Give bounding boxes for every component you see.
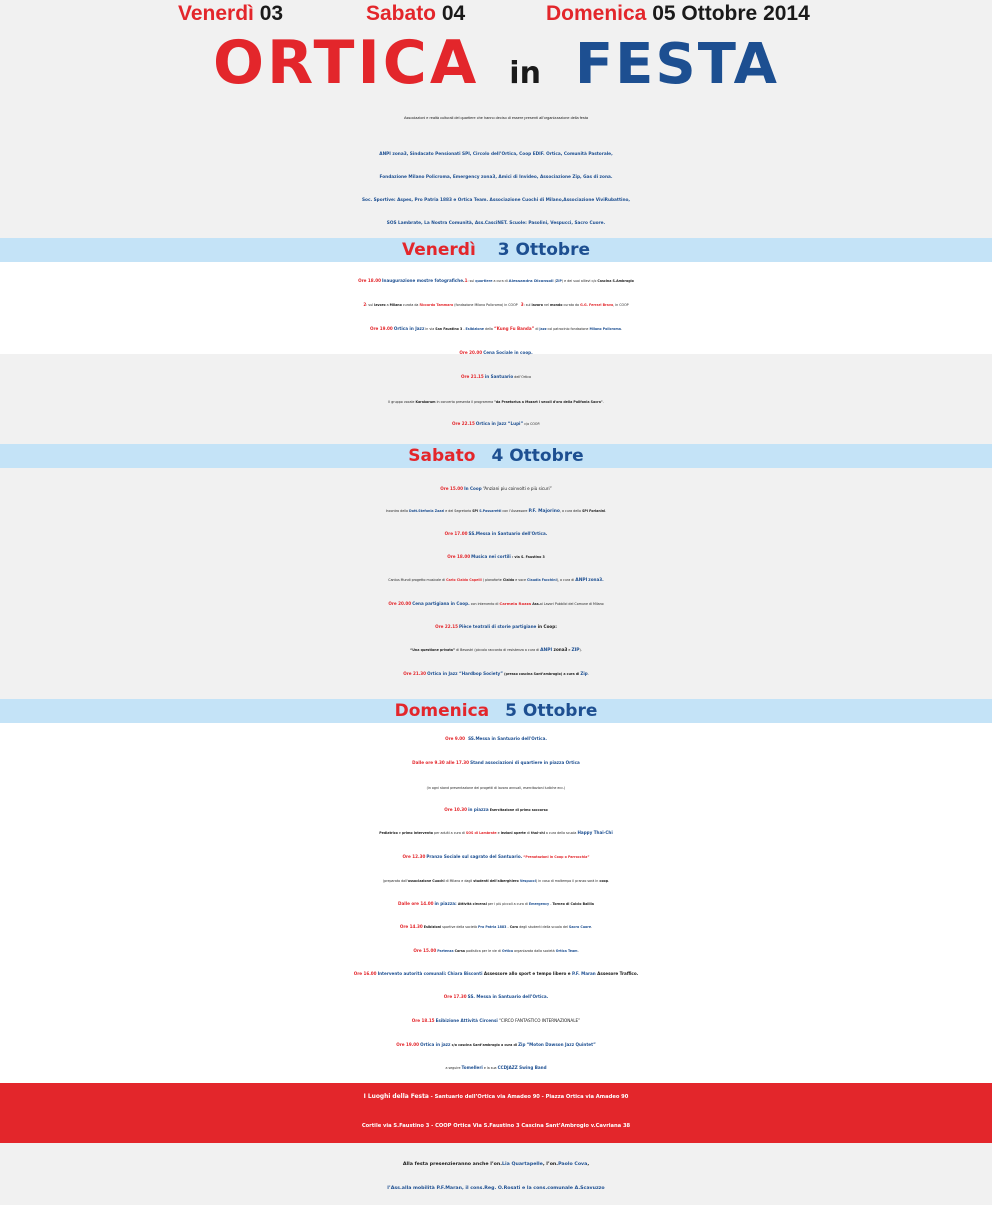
saturday-event-1800: Ore 18.00 Musica nei cortili : via S. Faustino 3 [447,554,545,559]
footer-line-1: Alla festa presenzieranno anche l’on.Lia Quartapelle, l’on.Paolo Cova, [402,1162,590,1167]
saturday-heading: Sabato 4 Ottobre [0,444,992,468]
sunday-heading: Domenica 5 Ottobre [0,699,992,723]
saturday-event-1500: Ore 15.00 In Coop “Anziani piu coinvolti e più sicuri” [440,486,552,491]
locations-line-1: I Luoghi della Festa - Santuario dell’Ortica via Amadeo 90 - Piazza Ortica via Amadeo 90 [363,1094,629,1100]
saturday-music-detail: Cantus Mundi progetto musicale di Carlo Cialdo Capelli ( pianoforte Cialdo e voce Claudia Facchini), a cura di ANPI zona3. [388,577,604,583]
sunday-date: Domenica 05 Ottobre 2014 [546,2,810,25]
sunday-event-1730: Ore 17.30 SS. Messa in Santuario dell’Ortica. [443,994,549,999]
sunday-event-1500: Ore 15.00 Partenza Corsa podistica per le vie di Ortica organizzata dalla società Ortica Team. [413,948,579,953]
sunday-event-0930: Dalle ore 9.30 alle 17.30 Stand associazioni di quartiere in piazza Ortica [412,760,580,765]
sunday-event-1030: Ore 10.30 in piazza Esercitazione di primo soccorso [444,807,548,812]
sunday-firstaid-detail: Pediatrico e primo intervento per adulti a cura di SOS di Lambrate e lezioni aperte di thai-chi a cura della scuola Happy Thai-Chi [379,830,613,835]
title-in: in [509,56,541,91]
saturday-event-2130: Ore 21.30 Ortica in Jazz “Hardbop Society” (presso cascina Sant’ambrogio) a cura di Zip. [403,671,589,676]
title-festa: FESTA [574,32,779,97]
associations-line: SOS Lambrate, La Nostra Comunità, Ass.CasciNET. Scuole: Pasolini, Vespucci, Sacro Cuore. [386,221,606,226]
saturday-event-2215: Ore 22.15 Pièce teatrali di storie partigiane in Coop: [435,624,557,629]
title-ortica: ORTICA [213,28,480,98]
footer-guests [0,1153,992,1201]
friday-event-1800: Ore 18.00 Inaugurazione mostre fotografiche.1: sul quartiere a cura di Alessandra Diconsoli (ZIP) e dei suoi allievi c/o Cascina S.Ambrogio [358,278,634,283]
saturday-theatre-detail: “Una questione privata” di Besostri (piccolo racconto di resistenza a cura di ANPI zona3 e ZIP). [410,647,582,653]
friday-concert-detail: Il gruppo vocale Karakorum in concerto presenta il programma "da Praetorius a Mozart i secoli d'oro della Polifonia Sacra". [388,400,604,404]
sunday-stand-detail: (in ogni stand presentazione dei progetti di lavoro annuali, esercitazioni ludiche ecc.) [426,786,566,790]
locations-line-2: Cortile via S.Faustino 3 - COOP Ortica Via S.Faustino 3 Cascina Sant’Ambrogio v.Cavriana 38 [361,1123,631,1129]
festival-locations [0,1083,992,1143]
friday-event-1900: Ore 19.00 Ortica in Jazz in via San Faustino 3 - Esibizione della “Kung Fu Banda” di jazz col patrocinio fondazione Milano Policroma. [369,326,623,331]
saturday-event-1700: Ore 17.00 SS.Messa in Santuario dell'Ortica. [444,531,548,536]
sunday-event-1400: Dalle ore 14.00 in piazza: Attività circensi per i più piccoli a cura di Emergency - Torneo di Calcio Balilla [398,901,594,906]
associations-line: ANPI zona3, Sindacato Pensionati SPI, Circolo dell’Ortica, Coop EDIF. Ortica, Comunità Pastorale, [379,152,613,157]
sunday-swing-detail: a seguire Tomelleri e la sua CCDJAZZ Swing Band [445,1065,547,1070]
associations-intro: Associazioni e realtà culturali del quartiere che hanno deciso di essere presenti all’organizzazione della festa [403,116,589,120]
friday-date: Venerdì 03 [178,2,284,25]
friday-event-2000: Ore 20.00 Cena Sociale in coop. [459,350,533,355]
friday-event-2115: Ore 21.15 in Santuario dell’Ortica [460,374,532,379]
footer-line-2: l’Ass.alla mobilità P.F.Maran, il cons.Reg. O.Rosati e la cons.comunale A.Scavuzzo [387,1186,605,1191]
header-dates [0,2,992,28]
saturday-event-2000: Ore 20.00 Cena partigiana in Coop. con intervento di Carmela Rozza Ass.ai Lavori Pubblici del Comune di Milano [388,601,604,606]
associations-line: Fondazione Milano Policroma, Emergency zona3, Amici di Invideo, Associazione Zip, Gas di zona. [379,175,613,180]
saturday-date: Sabato 04 [366,2,466,25]
sunday-event-0900: Ore 9.00 SS.Messa in Santuario dell'Ortica. [445,736,547,741]
sunday-lunch-detail: (preparato dall'associazione Cuochi di Milano e dagli studenti dell'alberghiero Vespucci) in caso di maltempo il pranzo sarà in coop. [382,879,610,883]
sunday-event-1900: Ore 19.00 Ortica in jazz c/o cascina Sant’ambrogio a cura di Zip “Moton Dawson Jazz Quintet” [396,1042,596,1047]
sunday-event-1600: Ore 16.00 Intervento autorità comunali: Chiara Bisconti Assessore allo sport e tempo libero e P.F. Maran Assesore Traffico. [353,971,639,976]
sunday-event-1430: Ore 14.30 Esibizioni sportive della società Pro Patria 1883 - Coro degli studenti della scuola del Sacro Cuore. [399,924,593,929]
sunday-event-1230: Ore 12.30 Pranzo Sociale sul sagrato del Santuario. “Prenotazioni in Coop o Parrocchia” [402,854,590,859]
friday-heading: Venerdì 3 Ottobre [0,238,992,262]
page-title [0,28,992,106]
friday-event-2215: Ore 22.15 Ortica in Jazz “Lupi” c/o COOP. [452,421,540,426]
associations-list [0,143,992,235]
saturday-meeting-detail: Incontro della Dott.Stefania Zazzi e del Segretario SPI S.Passaretti con l’Assessore P.F. Majorino, a cura dello SPI Forlanini. [385,509,607,514]
friday-exhibitions: 2: sul lavoro a Milano curata da Riccardo Tammaro (fondazione Milano Policroma) in COOP 3: sul lavoro nel mondo curata da G.G. Ferrari Bravo, in COOP [363,302,629,307]
sunday-event-1815: Ore 18.15 Esibizione Attività Circensi “CIRCO FANTASTICO INTERNAZIONALE” [411,1018,581,1023]
associations-line: Soc. Sportive: Aspes, Pro Patria 1883 e Ortica Team. Associazione Cuochi di Milano,Associazione ViviRubattino, [361,198,631,203]
